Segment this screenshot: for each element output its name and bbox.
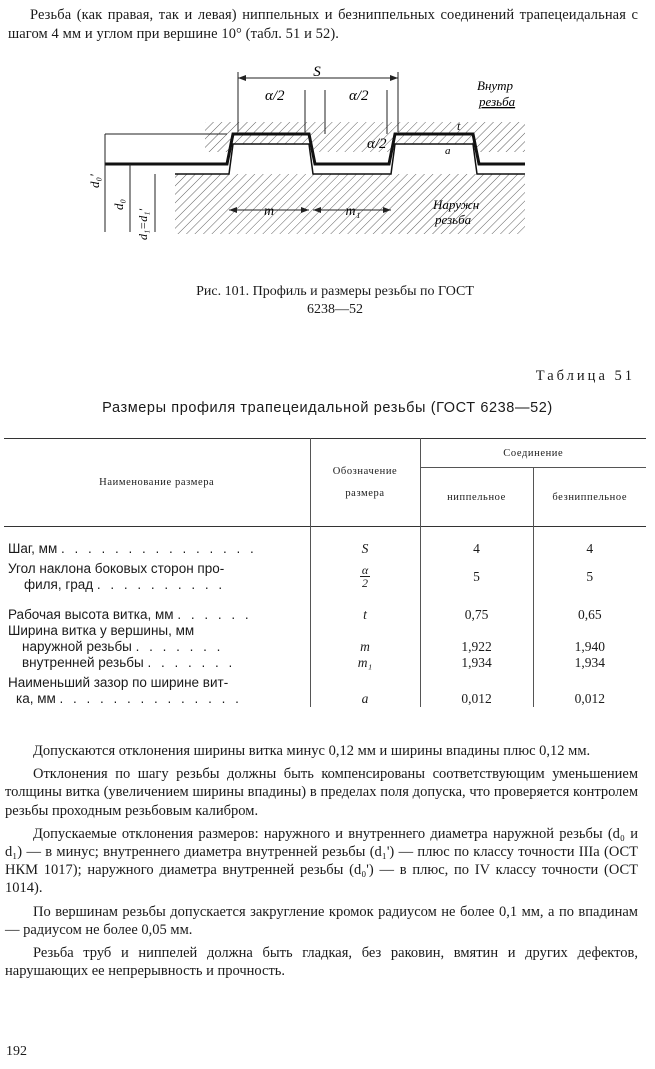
label-half-angle-3: α/2 [367, 136, 387, 152]
label-S: S [313, 64, 321, 80]
label-a: a [445, 145, 451, 157]
table-row: Угол наклона боковых сторон про- филя, град . . . . . . . . . . $\frac{\alpha}{2}$ 5 5 [4, 557, 646, 597]
header-connection: Соединение [420, 439, 646, 468]
row-symbol: m [310, 639, 420, 655]
label-m: m [263, 204, 275, 219]
label-d0: d₀ [111, 198, 126, 210]
header-nipple: ниппельное [420, 468, 533, 527]
row-nonnipple: 0,65 [533, 597, 646, 623]
frac-bottom: 2 [362, 576, 368, 590]
header-symbol-line-1: Обозначение [332, 466, 398, 477]
table-title: Размеры профиля трапецеидальной резьбы (ГОСТ 6238—52) [102, 400, 553, 416]
table-row: Наименьший зазор по ширине вит- ка, мм . . . . . . . . . . . . . . a 0,012 0,012 [4, 671, 646, 707]
label-m1: m₁ [345, 204, 361, 219]
thread-profile-figure [87, 62, 540, 242]
row-symbol: m₁ [310, 655, 420, 671]
label-outer-1: Наружн [433, 197, 480, 212]
paragraph: Допускаемые отклонения размеров: наружного и внутреннего диаметра наружной резьбы (d₀ и d₁) — в минус; внутреннего диаметра внутренней резьбы (d₁') — плюс по классу точности IIIа (ОСТ НКМ 1017); наружного диаметра внутренней резьбы (d₀') — в плюс, по IV классу точности (ОСТ 1014). [5, 825, 638, 897]
figure-caption-line-2: 6238—52 [307, 302, 363, 317]
row-name-line-1: Угол наклона боковых сторон про- [8, 560, 225, 576]
row-name: наружной резьбы [22, 638, 132, 654]
label-half-angle-1: α/2 [265, 88, 285, 104]
label-t: t [457, 119, 461, 133]
figure-caption-line-1: Рис. 101. Профиль и размеры резьбы по ГОСТ [196, 284, 474, 299]
header-nonnipple: безниппельное [533, 468, 646, 527]
paragraph: Отклонения по шагу резьбы должны быть компенсированы соответствующим уменьшением толщины витка (увеличением ширины впадины) в пределах поля допуска, что проверяется контролем резьбы проходным резьбовым калибром. [5, 766, 638, 819]
table-row: Рабочая высота витка, мм . . . . . . t 0,75 0,65 [4, 597, 646, 623]
row-nonnipple: 1,940 [533, 639, 646, 655]
row-nonnipple: 1,934 [533, 655, 646, 671]
row-name-line-2: ка, мм [16, 690, 56, 706]
row-symbol [310, 557, 420, 597]
paragraph: Допускаются отклонения ширины витка минус 0,12 мм и ширины впадины плюс 0,12 мм. [33, 743, 591, 759]
label-d1: d₁=d₁' [136, 208, 150, 240]
row-symbol: t [310, 597, 420, 623]
row-name: Рабочая высота витка, мм [8, 606, 174, 622]
row-name: Шаг, мм [8, 540, 58, 556]
row-nonnipple: 5 [533, 557, 646, 597]
row-nonnipple: 0,012 [533, 671, 646, 707]
table-number: Таблица 51 [535, 368, 635, 384]
row-name-line-1: Наименьший зазор по ширине вит- [8, 674, 229, 690]
table-row: внутренней резьбы . . . . . . . m₁ 1,934 1,934 [4, 655, 646, 671]
row-nipple: 0,012 [420, 671, 533, 707]
intro-paragraph: Резьба (как правая, так и левая) ниппельных и безниппельных соединений трапецеидальная с шагом 4 мм и углом при вершине 10° (табл. 51 и 52). [8, 7, 638, 42]
dimensions-table [4, 438, 646, 707]
body-text [5, 742, 638, 985]
frac-top: α [361, 563, 369, 577]
label-outer-2: резьба [435, 212, 472, 227]
table-row: наружной резьбы . . . . . . . m 1,922 1,940 [4, 639, 646, 655]
row-name: Ширина витка у вершины, мм [8, 622, 195, 638]
row-nipple: 1,934 [420, 655, 533, 671]
table-row [4, 623, 646, 639]
figure-caption [100, 283, 570, 319]
label-inner-1: Внутр [477, 78, 514, 93]
page-number: 192 [6, 1044, 27, 1059]
row-symbol: a [310, 671, 420, 707]
label-half-angle-2: α/2 [349, 88, 369, 104]
table-row: Шаг, мм . . . . . . . . . . . . . . . S 4 4 [4, 527, 646, 557]
row-nonnipple: 4 [533, 527, 646, 557]
row-name-line-2: филя, град [24, 576, 94, 592]
label-d0-prime: d₀' [87, 174, 102, 188]
label-inner-2: резьба [479, 94, 516, 109]
row-nipple: 5 [420, 557, 533, 597]
row-nipple: 4 [420, 527, 533, 557]
row-name: внутренней резьбы [22, 654, 144, 670]
header-name: Наименование размера [99, 477, 215, 488]
row-nipple: 0,75 [420, 597, 533, 623]
row-symbol: S [310, 527, 420, 557]
paragraph: По вершинам резьбы допускается закругление кромок радиусом не более 0,1 мм, а по впадинам — радиусом не более 0,05 мм. [5, 903, 638, 938]
row-nipple: 1,922 [420, 639, 533, 655]
header-symbol [310, 439, 420, 527]
paragraph: Резьба труб и ниппелей должна быть гладкая, без раковин, вмятин и других дефектов, нарушающих ее непрерывность и прочность. [5, 945, 638, 980]
header-symbol-line-2: размера [345, 488, 385, 499]
